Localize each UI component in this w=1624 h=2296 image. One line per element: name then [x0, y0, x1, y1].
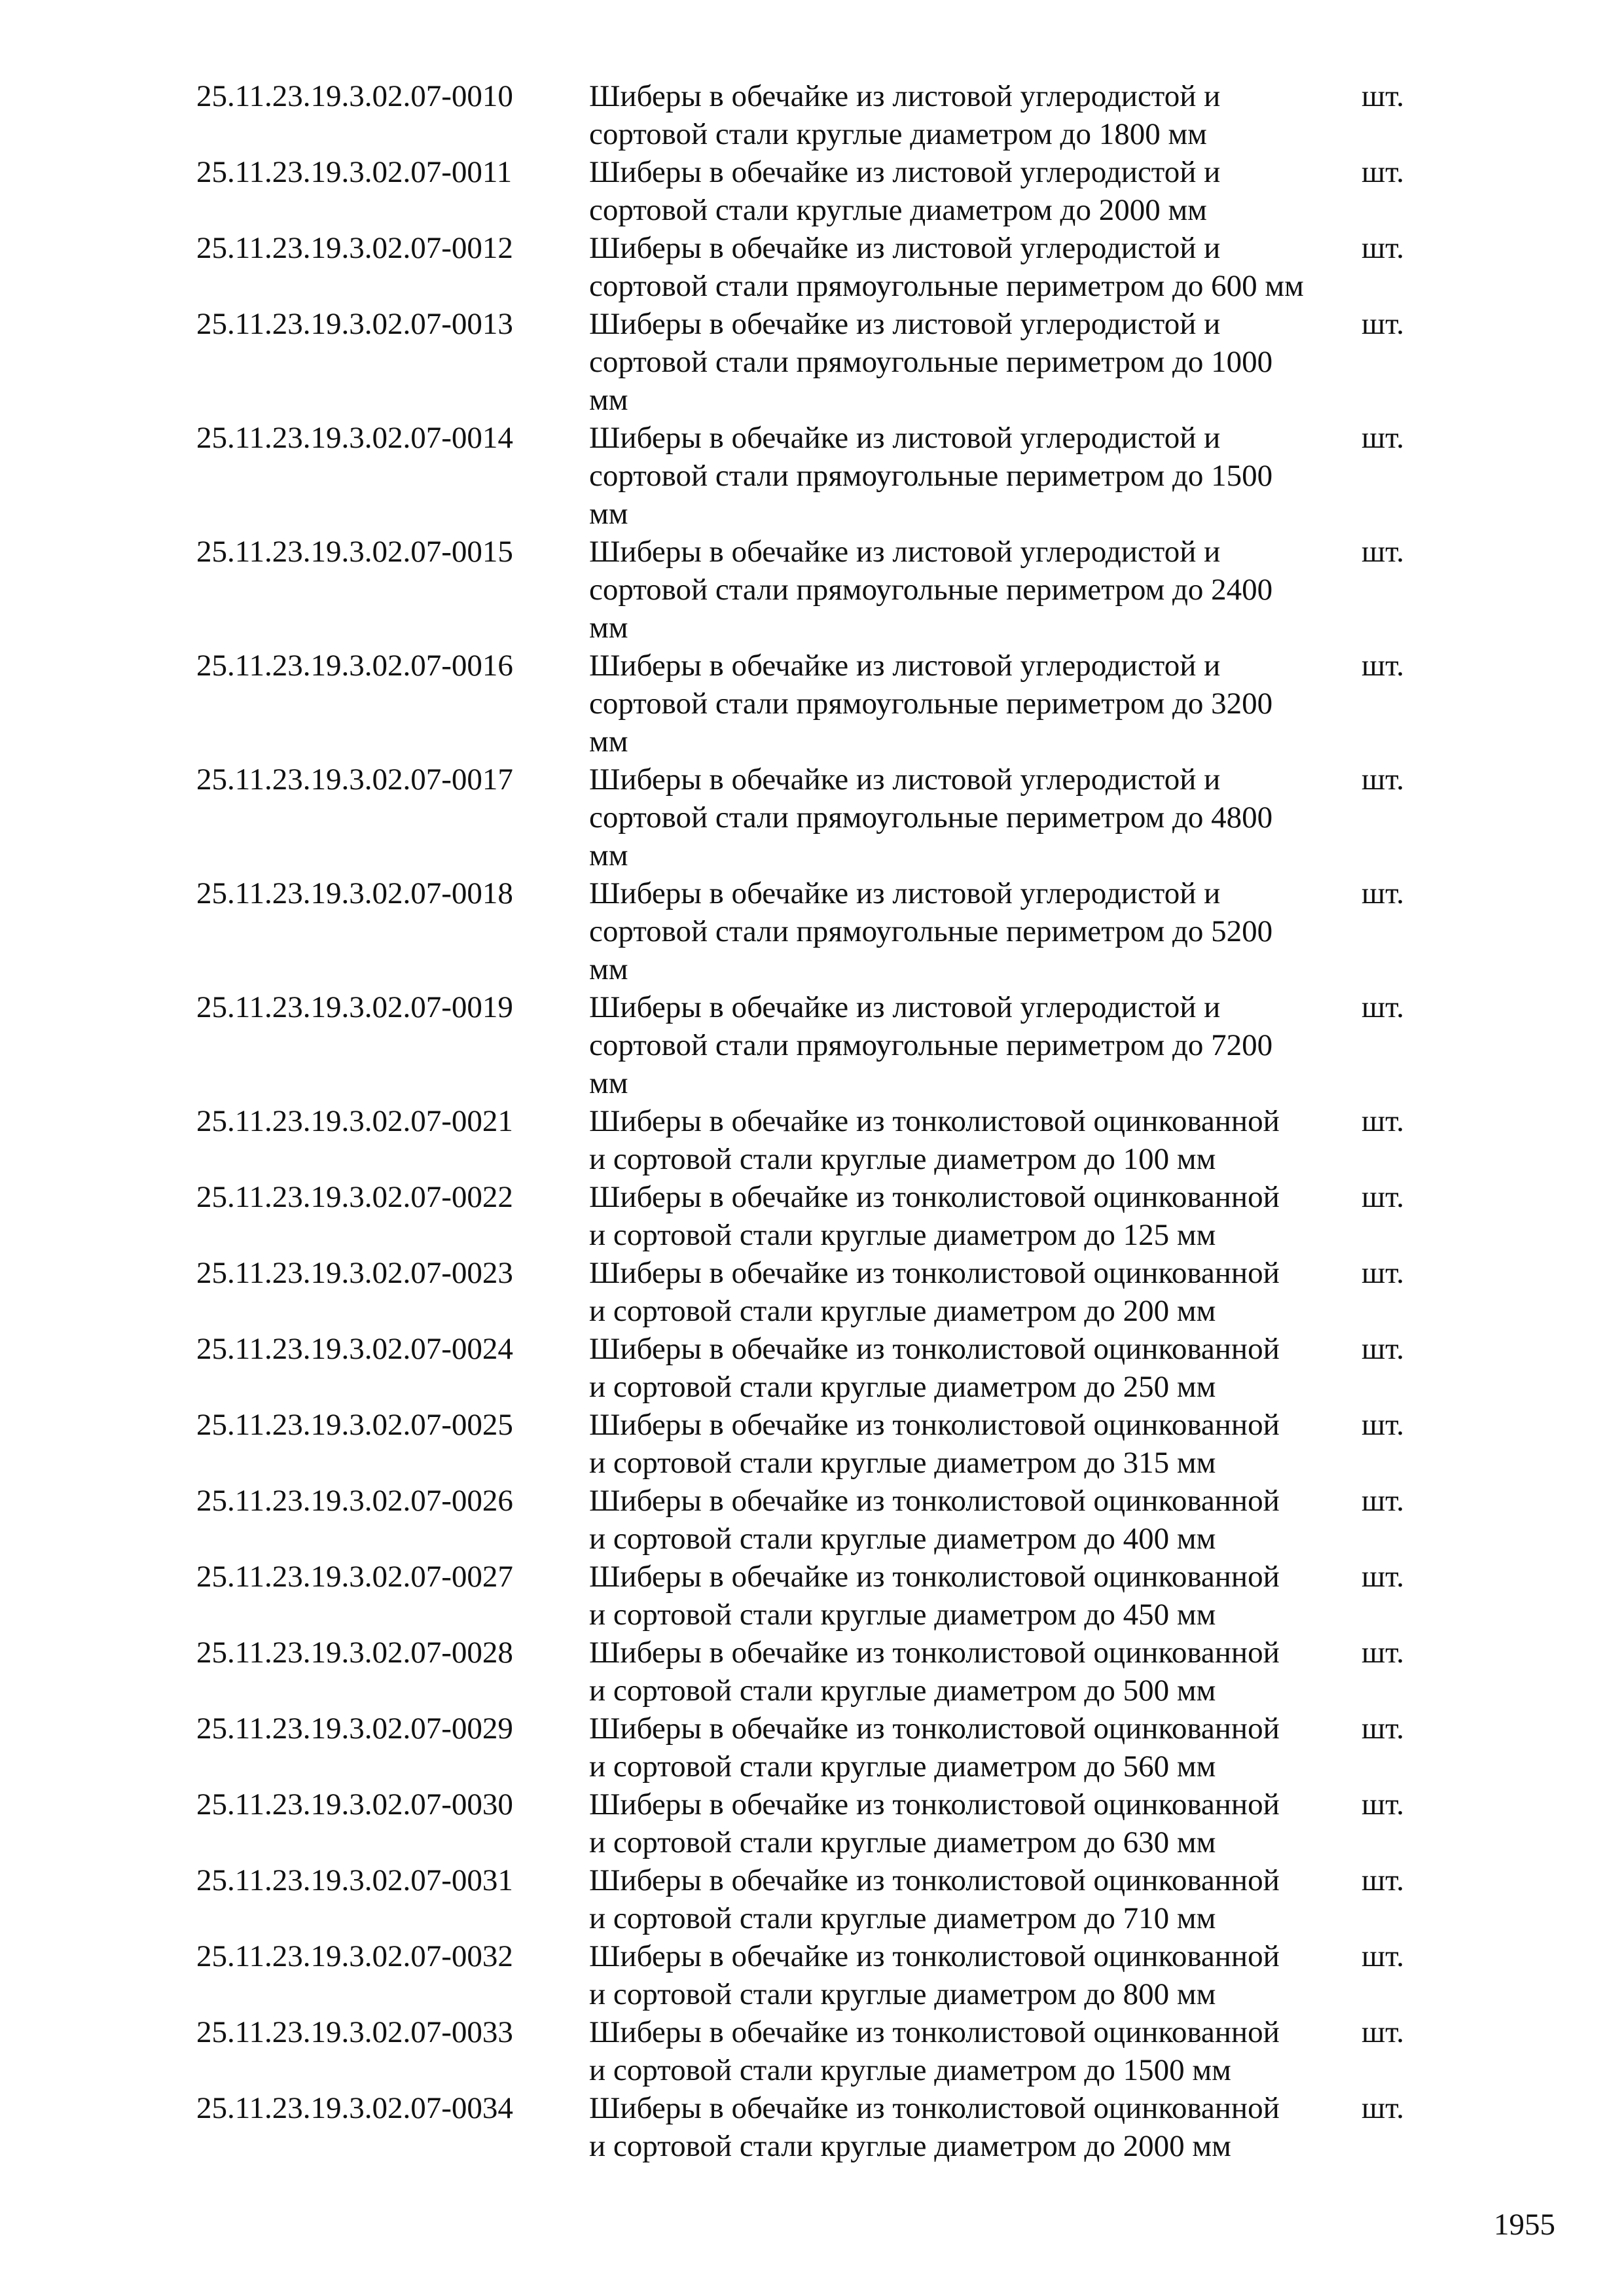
- item-unit: шт.: [1362, 155, 1404, 189]
- item-code: 25.11.23.19.3.02.07-0030: [196, 1787, 513, 1821]
- item-unit: шт.: [1362, 649, 1404, 683]
- item-code: 25.11.23.19.3.02.07-0031: [196, 1863, 513, 1897]
- catalog-row: [196, 1710, 1440, 1785]
- item-description: [589, 1558, 1362, 1634]
- catalog-row: [196, 1102, 1440, 1178]
- item-code: 25.11.23.19.3.02.07-0010: [196, 79, 513, 113]
- description-line: мм: [589, 725, 628, 759]
- description-line: сортовой стали прямоугольные периметром до 3200: [589, 687, 1273, 721]
- description-line: и сортовой стали круглые диаметром до 250 мм: [589, 1370, 1216, 1404]
- item-code: 25.11.23.19.3.02.07-0023: [196, 1256, 513, 1290]
- item-description: [589, 1634, 1362, 1710]
- item-unit: шт.: [1362, 762, 1404, 797]
- description-line: мм: [589, 611, 628, 645]
- description-line: мм: [589, 952, 628, 986]
- description-line: сортовой стали прямоугольные периметром до 4800: [589, 800, 1273, 834]
- description-line: и сортовой стали круглые диаметром до 125 мм: [589, 1218, 1216, 1252]
- item-description: [589, 988, 1362, 1102]
- item-description: [589, 1482, 1362, 1558]
- description-line: и сортовой стали круглые диаметром до 315 мм: [589, 1446, 1216, 1480]
- catalog-row: [196, 761, 1440, 874]
- catalog-row: [196, 1785, 1440, 1861]
- description-line: Шиберы в обечайке из тонколистовой оцинкованной: [589, 1180, 1280, 1214]
- catalog-row: [196, 153, 1440, 229]
- item-description: [589, 2013, 1362, 2089]
- description-line: Шиберы в обечайке из листовой углеродистой и: [589, 535, 1221, 569]
- item-description: [589, 1102, 1362, 1178]
- description-line: Шиберы в обечайке из тонколистовой оцинкованной: [589, 1863, 1280, 1897]
- description-line: мм: [589, 838, 628, 872]
- item-description: [589, 1254, 1362, 1330]
- catalog-row: [196, 229, 1440, 305]
- description-line: сортовой стали прямоугольные периметром до 7200: [589, 1028, 1273, 1062]
- description-line: Шиберы в обечайке из тонколистовой оцинкованной: [589, 1104, 1280, 1138]
- description-line: Шиберы в обечайке из тонколистовой оцинкованной: [589, 1256, 1280, 1290]
- item-description: [589, 533, 1362, 647]
- item-description: [589, 1937, 1362, 2013]
- item-unit: шт.: [1362, 1332, 1404, 1366]
- item-code: 25.11.23.19.3.02.07-0024: [196, 1332, 513, 1366]
- description-line: и сортовой стали круглые диаметром до 710 мм: [589, 1901, 1216, 1935]
- catalog-row: [196, 1254, 1440, 1330]
- item-unit: шт.: [1362, 876, 1404, 910]
- item-code: 25.11.23.19.3.02.07-0013: [196, 307, 513, 341]
- item-description: [589, 305, 1362, 419]
- catalog-row: [196, 1330, 1440, 1406]
- description-line: Шиберы в обечайке из листовой углеродистой и: [589, 649, 1221, 683]
- catalog-row: [196, 1178, 1440, 1254]
- item-unit: шт.: [1362, 1939, 1404, 1973]
- item-description: [589, 1330, 1362, 1406]
- description-line: Шиберы в обечайке из тонколистовой оцинкованной: [589, 1408, 1280, 1442]
- catalog-row: [196, 1558, 1440, 1634]
- item-description: [589, 1785, 1362, 1861]
- item-description: [589, 1406, 1362, 1482]
- catalog-row: [196, 1406, 1440, 1482]
- catalog-row: [196, 1937, 1440, 2013]
- description-line: Шиберы в обечайке из листовой углеродистой и: [589, 79, 1221, 113]
- item-description: [589, 874, 1362, 988]
- catalog-row: [196, 533, 1440, 647]
- item-description: [589, 77, 1362, 153]
- description-line: и сортовой стали круглые диаметром до 400 мм: [589, 1522, 1216, 1556]
- item-description: [589, 761, 1362, 874]
- item-code: 25.11.23.19.3.02.07-0034: [196, 2091, 513, 2125]
- item-unit: шт.: [1362, 1787, 1404, 1821]
- item-code: 25.11.23.19.3.02.07-0033: [196, 2015, 513, 2049]
- description-line: Шиберы в обечайке из листовой углеродистой и: [589, 155, 1221, 189]
- item-unit: шт.: [1362, 1636, 1404, 1670]
- item-unit: шт.: [1362, 2015, 1404, 2049]
- item-code: 25.11.23.19.3.02.07-0018: [196, 876, 513, 910]
- catalog-list: [196, 77, 1440, 2165]
- description-line: и сортовой стали круглые диаметром до 450 мм: [589, 1598, 1216, 1632]
- item-unit: шт.: [1362, 1712, 1404, 1746]
- item-unit: шт.: [1362, 307, 1404, 341]
- item-unit: шт.: [1362, 1256, 1404, 1290]
- item-unit: шт.: [1362, 1863, 1404, 1897]
- description-line: сортовой стали прямоугольные периметром до 2400: [589, 573, 1273, 607]
- description-line: Шиберы в обечайке из листовой углеродистой и: [589, 762, 1221, 797]
- description-line: мм: [589, 1066, 628, 1100]
- catalog-row: [196, 2013, 1440, 2089]
- item-unit: шт.: [1362, 79, 1404, 113]
- item-code: 25.11.23.19.3.02.07-0025: [196, 1408, 513, 1442]
- catalog-row: [196, 988, 1440, 1102]
- item-code: 25.11.23.19.3.02.07-0017: [196, 762, 513, 797]
- item-code: 25.11.23.19.3.02.07-0014: [196, 421, 513, 455]
- catalog-row: [196, 77, 1440, 153]
- description-line: и сортовой стали круглые диаметром до 100 мм: [589, 1142, 1216, 1176]
- item-description: [589, 1178, 1362, 1254]
- description-line: Шиберы в обечайке из листовой углеродистой и: [589, 307, 1221, 341]
- catalog-row: [196, 2089, 1440, 2165]
- item-unit: шт.: [1362, 1484, 1404, 1518]
- description-line: Шиберы в обечайке из листовой углеродистой и: [589, 876, 1221, 910]
- description-line: и сортовой стали круглые диаметром до 560 мм: [589, 1749, 1216, 1784]
- description-line: и сортовой стали круглые диаметром до 1500 мм: [589, 2053, 1231, 2087]
- catalog-row: [196, 419, 1440, 533]
- item-code: 25.11.23.19.3.02.07-0021: [196, 1104, 513, 1138]
- item-unit: шт.: [1362, 1180, 1404, 1214]
- item-code: 25.11.23.19.3.02.07-0019: [196, 990, 513, 1024]
- item-unit: шт.: [1362, 1408, 1404, 1442]
- description-line: сортовой стали круглые диаметром до 1800 мм: [589, 117, 1207, 151]
- description-line: Шиберы в обечайке из тонколистовой оцинкованной: [589, 1560, 1280, 1594]
- description-line: Шиберы в обечайке из тонколистовой оцинкованной: [589, 2015, 1280, 2049]
- description-line: и сортовой стали круглые диаметром до 800 мм: [589, 1977, 1216, 2011]
- description-line: Шиберы в обечайке из листовой углеродистой и: [589, 231, 1221, 265]
- catalog-row: [196, 874, 1440, 988]
- item-unit: шт.: [1362, 421, 1404, 455]
- item-code: 25.11.23.19.3.02.07-0012: [196, 231, 513, 265]
- description-line: и сортовой стали круглые диаметром до 2000 мм: [589, 2129, 1231, 2163]
- item-unit: шт.: [1362, 231, 1404, 265]
- item-code: 25.11.23.19.3.02.07-0016: [196, 649, 513, 683]
- item-code: 25.11.23.19.3.02.07-0022: [196, 1180, 513, 1214]
- description-line: Шиберы в обечайке из тонколистовой оцинкованной: [589, 1332, 1280, 1366]
- description-line: и сортовой стали круглые диаметром до 200 мм: [589, 1294, 1216, 1328]
- item-code: 25.11.23.19.3.02.07-0026: [196, 1484, 513, 1518]
- description-line: Шиберы в обечайке из тонколистовой оцинкованной: [589, 1787, 1280, 1821]
- item-code: 25.11.23.19.3.02.07-0029: [196, 1712, 513, 1746]
- item-description: [589, 229, 1362, 305]
- description-line: мм: [589, 497, 628, 531]
- item-code: 25.11.23.19.3.02.07-0028: [196, 1636, 513, 1670]
- item-unit: шт.: [1362, 990, 1404, 1024]
- catalog-row: [196, 647, 1440, 761]
- description-line: мм: [589, 383, 628, 417]
- catalog-row: [196, 1634, 1440, 1710]
- description-line: сортовой стали прямоугольные периметром до 1500: [589, 459, 1273, 493]
- item-unit: шт.: [1362, 535, 1404, 569]
- description-line: Шиберы в обечайке из тонколистовой оцинкованной: [589, 1636, 1280, 1670]
- description-line: сортовой стали круглые диаметром до 2000 мм: [589, 193, 1207, 227]
- catalog-row: [196, 1861, 1440, 1937]
- description-line: Шиберы в обечайке из листовой углеродистой и: [589, 990, 1221, 1024]
- catalog-row: [196, 1482, 1440, 1558]
- item-code: 25.11.23.19.3.02.07-0011: [196, 155, 513, 189]
- description-line: и сортовой стали круглые диаметром до 630 мм: [589, 1825, 1216, 1859]
- item-description: [589, 647, 1362, 761]
- description-line: Шиберы в обечайке из тонколистовой оцинкованной: [589, 1939, 1280, 1973]
- item-unit: шт.: [1362, 1560, 1404, 1594]
- description-line: Шиберы в обечайке из тонколистовой оцинкованной: [589, 1484, 1280, 1518]
- description-line: Шиберы в обечайке из тонколистовой оцинкованной: [589, 1712, 1280, 1746]
- description-line: Шиберы в обечайке из листовой углеродистой и: [589, 421, 1221, 455]
- description-line: сортовой стали прямоугольные периметром до 600 мм: [589, 269, 1304, 303]
- item-description: [589, 153, 1362, 229]
- item-description: [589, 1710, 1362, 1785]
- description-line: Шиберы в обечайке из тонколистовой оцинкованной: [589, 2091, 1280, 2125]
- catalog-row: [196, 305, 1440, 419]
- item-code: 25.11.23.19.3.02.07-0032: [196, 1939, 513, 1973]
- item-code: 25.11.23.19.3.02.07-0027: [196, 1560, 513, 1594]
- description-line: сортовой стали прямоугольные периметром до 1000: [589, 345, 1273, 379]
- description-line: сортовой стали прямоугольные периметром до 5200: [589, 914, 1273, 948]
- item-description: [589, 2089, 1362, 2165]
- item-description: [589, 1861, 1362, 1937]
- item-unit: шт.: [1362, 2091, 1404, 2125]
- page-number: 1955: [1494, 2208, 1555, 2242]
- item-unit: шт.: [1362, 1104, 1404, 1138]
- item-code: 25.11.23.19.3.02.07-0015: [196, 535, 513, 569]
- item-description: [589, 419, 1362, 533]
- description-line: и сортовой стали круглые диаметром до 500 мм: [589, 1674, 1216, 1708]
